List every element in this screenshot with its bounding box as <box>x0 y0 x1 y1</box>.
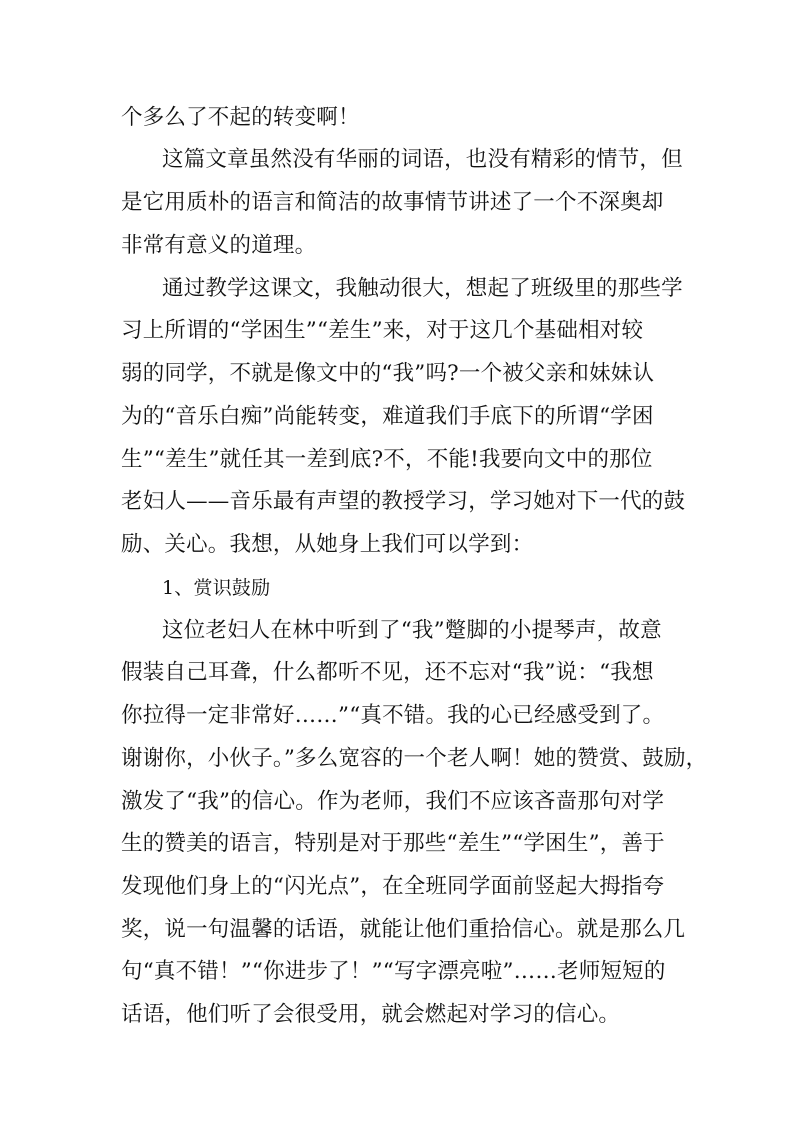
text-line: 个多么了不起的转变啊！ <box>121 105 360 130</box>
text-line: 励、关心。我想，从她身上我们可以学到： <box>121 532 534 557</box>
text-line: 习上所谓的“学困生”“差生”来，对于这几个基础相对较 <box>121 318 644 343</box>
text-line: 发现他们身上的“闪光点”，在全班同学面前竖起大拇指夸 <box>121 874 665 899</box>
text-line: 是它用质朴的语言和简洁的故事情节讲述了一个不深奥却 <box>121 190 664 215</box>
text-line: 老妇人——音乐最有声望的教授学习，学习她对下一代的鼓 <box>121 489 686 514</box>
text-line: 话语，他们听了会很受用，就会燃起对学习的信心。 <box>121 1002 621 1027</box>
text-line: 奖，说一句温馨的话语，就能让他们重拾信心。就是那么几 <box>121 917 686 942</box>
text-line: 弱的同学，不就是像文中的“我”吗?一个被父亲和妹妹认 <box>121 361 655 386</box>
text-line: 你拉得一定非常好……”“真不错。我的心已经感受到了。 <box>121 703 665 728</box>
text-line: 生”“差生”就任其一差到底?不，不能!我要向文中的那位 <box>121 447 653 472</box>
text-line: 这位老妇人在林中听到了“我”蹩脚的小提琴声，故意 <box>162 618 662 643</box>
text-line: 句“真不错！”“你进步了！”“写字漂亮啦”……老师短短的 <box>121 959 666 984</box>
text-line: 谢谢你，小伙子。”多么宽容的一个老人啊！她的赞赏、鼓励， <box>121 746 708 771</box>
section-heading: 1、赏识鼓励 <box>162 577 271 599</box>
text-line: 激发了“我”的信心。作为老师，我们不应该吝啬那句对学 <box>121 789 665 814</box>
text-line: 这篇文章虽然没有华丽的词语，也没有精彩的情节，但 <box>162 147 683 172</box>
text-line: 通过教学这课文，我触动很大，想起了班级里的那些学 <box>162 276 683 301</box>
text-line: 生的赞美的语言，特别是对于那些“差生”“学困生”，善于 <box>121 831 665 856</box>
text-line: 为的“音乐白痴”尚能转变，难道我们手底下的所谓“学困 <box>121 404 654 429</box>
text-line: 假装自己耳聋，什么都听不见，还不忘对“我”说：“我想 <box>121 660 654 685</box>
text-line: 非常有意义的道理。 <box>121 233 317 258</box>
